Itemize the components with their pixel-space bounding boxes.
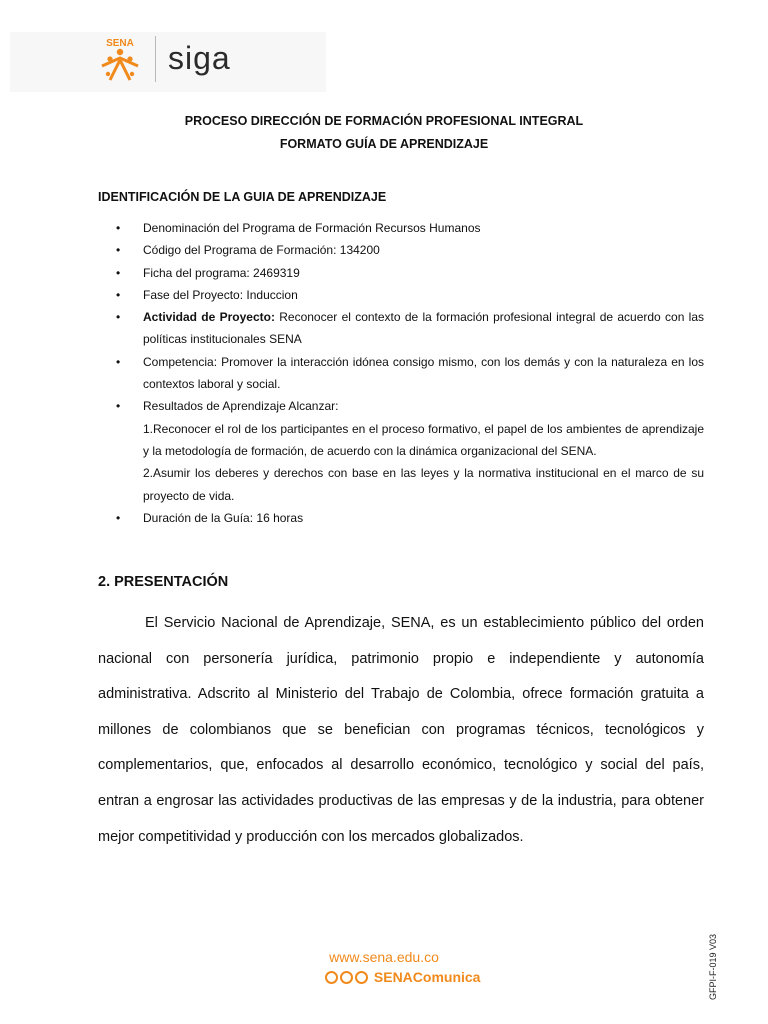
list-item: • Ficha del programa: 2469319 — [116, 262, 704, 284]
svg-text:SENA: SENA — [106, 38, 134, 49]
document-title-line-1: PROCESO DIRECCIÓN DE FORMACIÓN PROFESIONAL INTEGRAL — [184, 114, 584, 128]
bullet-icon: • — [116, 243, 121, 258]
presentation-body: El Servicio Nacional de Aprendizaje, SENA, es un establecimiento público del orden nacional con personería jurídica, patrimonio propio e independiente y autonomía administrativa. Adscrito al Ministerio del Trabajo de Colombia, ofrece formación gratuita a millones de colombianos que se benefician con programas técnicos, tecnológicos y complementarios, que, enfocados al desarrollo económico, tecnológico y social del país, entran a engrosar las actividades productivas de las empresas y de la industria, para obtener mejor competitividad y producción con los mercados globalizados. — [98, 615, 704, 845]
instagram-icon[interactable] — [340, 971, 353, 984]
footer-social — [325, 969, 480, 985]
learning-result-1: 1.Reconocer el rol de los participantes en el proceso formativo, el papel de los ambientes de aprendizaje y la metodología de formación, de acuerdo con la dinámica organizacional del SENA. — [143, 421, 704, 458]
footer-url-link[interactable]: www.sena.edu.co — [329, 949, 439, 965]
twitter-icon[interactable] — [355, 971, 368, 984]
document-code: GFPI-F-019 V03 — [708, 933, 718, 1000]
social-handle: SENAComunica — [373, 969, 481, 985]
bullet-icon: • — [116, 265, 121, 280]
bullet-icon: • — [116, 221, 121, 235]
presentation-heading: 2. PRESENTACIÓN — [98, 574, 229, 590]
list-item: • Resultados de Aprendizaje Alcanzar: 1.Reconocer el rol de los participantes en el proceso formativo, el papel de los ambientes de aprendizaje y la metodología de formación, de acuerdo con la dinámica organizacional del SENA. 2.Asumir los deberes y derechos con base en las leyes y la normativa institucional en el marco de su proyecto de vida. — [116, 395, 704, 506]
activity-label: Actividad de Proyecto: — [143, 310, 275, 325]
document-title-line-2: FORMATO GUÍA DE APRENDIZAJE — [279, 137, 489, 151]
learning-result-2: 2.Asumir los deberes y derechos con base en las leyes y la normativa institucional en el marco de su proyecto de vida. — [143, 466, 704, 503]
sena-logo-icon — [96, 36, 144, 84]
list-item: • Actividad de Proyecto: Reconocer el contexto de la formación profesional integral de acuerdo con las políticas institucionales SENA — [116, 306, 704, 351]
logo-divider — [155, 36, 156, 82]
bullet-icon: • — [116, 354, 121, 369]
bullet-icon: • — [116, 287, 121, 302]
siga-logo: siga — [168, 40, 231, 76]
list-item: • Fase del Proyecto: Induccion — [116, 284, 704, 306]
bullet-icon: • — [116, 310, 121, 325]
bullet-icon: • — [116, 399, 121, 414]
identification-list — [116, 217, 704, 529]
list-item: • Denominación del Programa de Formación Recursos Humanos — [116, 217, 704, 239]
bullet-icon: • — [116, 510, 121, 525]
list-item: • Código del Programa de Formación: 134200 — [116, 239, 704, 261]
list-item: • Competencia: Promover la interacción idónea consigo mismo, con los demás y con la naturaleza en los contextos laboral y social. — [116, 351, 704, 396]
facebook-icon[interactable] — [325, 971, 338, 984]
list-item: • Duración de la Guía: 16 horas — [116, 507, 704, 529]
identification-heading: IDENTIFICACIÓN DE LA GUIA DE APRENDIZAJE — [98, 190, 387, 204]
